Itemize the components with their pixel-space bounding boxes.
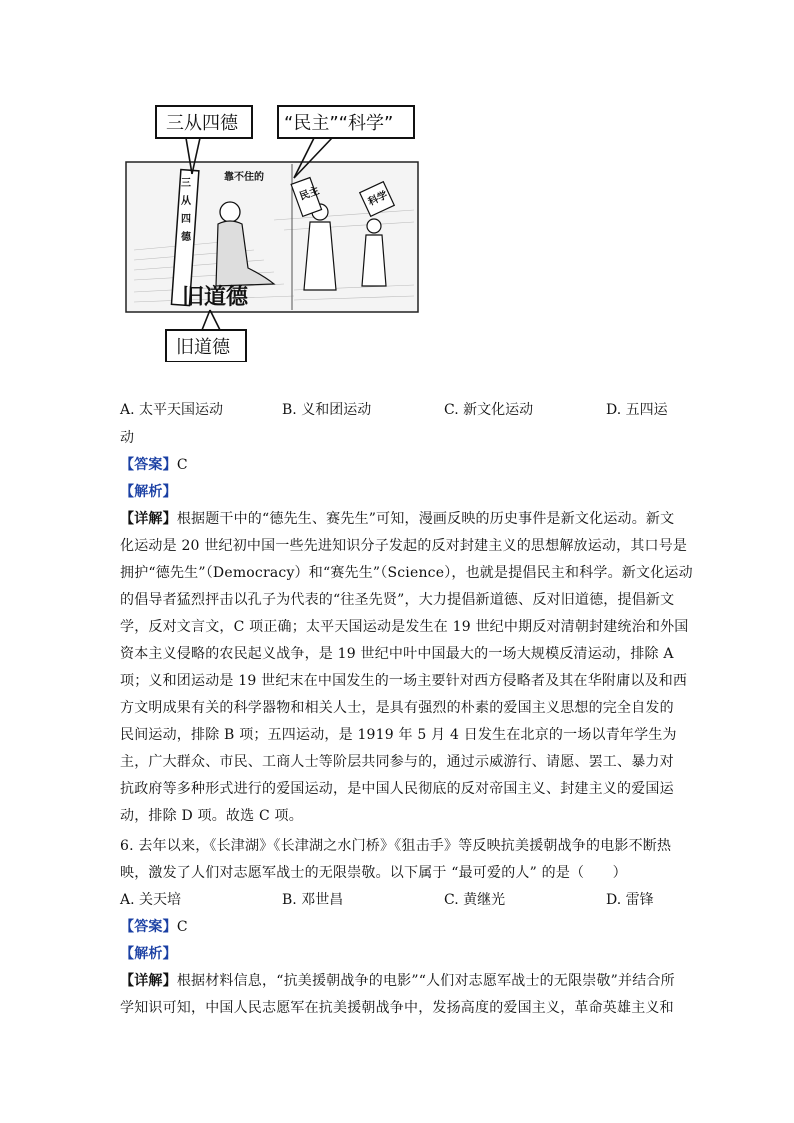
q6-option-a: A. 关天培 [120,892,182,908]
q5-detail-line-2: 拥护“德先生”（Democracy）和“赛先生”（Science），也就是提倡民主和科学。新文化运动 [120,565,693,581]
q5-answer [120,452,188,478]
q5-detail-line-1: 化运动是 20 世纪初中国一些先进知识分子发起的反对封建主义的思想解放运动，其口号是 [120,538,688,554]
inner-caption: 靠不住的 [224,172,264,183]
q6-detail-label: 【详解】 [120,973,177,989]
q6-detail-line-0: 【详解】根据材料信息，“抗美援朝战争的电影”“人们对志愿军战士的无限崇敬”并结合所 [120,973,675,989]
ground-text: 旧道德 [182,284,249,310]
q6-stem-line-1: 6. 去年以来，《长津湖》《长津湖之水门桥》《狙击手》等反映抗美援朝战争的电影不断热 [120,838,672,854]
q5-option-d: D. 五四运 [606,402,668,418]
q5-analysis [120,479,177,505]
q5-option-d-wrap: 动 [120,430,135,446]
flag-right-text: 科学 [366,189,390,209]
q5-detail-line-11: 动，排除 D 项。故选 C 项。 [120,808,303,824]
callout-right-text: “民主”“科学” [284,113,394,134]
q6-stem-line-2: 映，激发了人们对志愿军战士的无限崇敬。以下属于 “最可爱的人” 的是（ ） [120,865,627,881]
q5-answer-value: C [176,457,188,473]
cartoon-figure [124,100,420,362]
q5-option-b: B. 义和团运动 [282,402,372,418]
callout-left-text: 三从四德 [166,113,238,134]
q6-answer-label: 【答案】 [120,919,177,935]
q5-detail-line-10: 抗政府等多种形式进行的爱国运动，是中国人民彻底的反对帝国主义、封建主义的爱国运 [120,781,674,797]
flag-left-text: 民主 [298,185,321,203]
q5-detail-line-8: 民间运动，排除 B 项；五四运动，是 1919 年 5 月 4 日发生在北京的一场以青年学生为 [120,727,677,743]
callout-bottom-pointer [202,310,210,330]
q5-detail-line-3: 的倡导者猛烈抨击以孔子为代表的“往圣先贤”，大力提倡新道德、反对旧道德，提倡新文 [120,592,675,608]
q5-detail-label: 【详解】 [120,511,177,527]
q6-option-c: C. 黄继光 [444,892,506,908]
callout-bottom-text: 旧道德 [176,337,230,358]
q5-detail-line-7: 方文明成果有关的科学器物和相关人士，是具有强烈的朴素的爱国主义思想的完全自发的 [120,700,674,716]
flag-figure-right-head [367,219,381,233]
flag-figure-right-body [362,235,386,286]
pole-char-1: 三从四德 [181,178,191,243]
q5-detail-line-5: 资本主义侵略的农民起义战争，是 19 世纪中叶中国最大的一场大规模反清运动，排除 A [120,646,674,662]
q5-detail-line-0: 【详解】根据题干中的“德先生、赛先生”可知，漫画反映的历史事件是新文化运动。新文 [120,511,675,527]
cartoon-illustration [124,100,420,362]
q5-analysis-label: 【解析】 [120,484,177,500]
q6-option-b: B. 邓世昌 [282,892,344,908]
q6-detail-line-1: 学知识可知，中国人民志愿军在抗美援朝战争中，发扬高度的爱国主义，革命英雄主义和 [120,1000,674,1016]
q5-detail-line-9: 主，广大群众、市民、工商人士等阶层共同参与的，通过示威游行、请愿、罢工、暴力对 [120,754,674,770]
q5-option-a: A. 太平天国运动 [120,402,224,418]
q6-option-d: D. 雷锋 [606,892,654,908]
q5-answer-label: 【答案】 [120,457,177,473]
seated-figure-head [220,202,240,222]
q6-analysis-label: 【解析】 [120,946,177,962]
q5-option-c: C. 新文化运动 [444,402,534,418]
q6-analysis [120,941,177,967]
q5-detail-line-4: 学，反对文言文，C 项正确；太平天国运动是发生在 19 世纪中期反对清朝封建统治和外国 [120,619,689,635]
q6-answer [120,914,188,940]
q6-answer-value: C [176,919,188,935]
q5-detail-line-6: 项；义和团运动是 19 世纪末在中国发生的一场主要针对西方侵略者及其在华附庸以及和西 [120,673,688,689]
flag-figure-left-body [304,222,336,290]
